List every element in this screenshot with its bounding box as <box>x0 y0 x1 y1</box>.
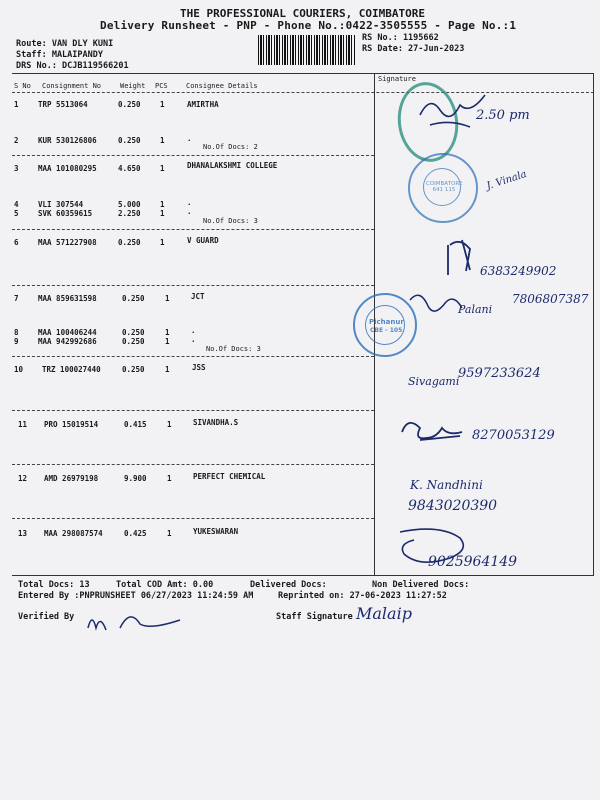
row-consignee: . <box>187 198 192 207</box>
signature-row6 <box>448 240 470 275</box>
route-text: Route: VAN DLY KUNI <box>16 39 114 49</box>
handwritten-phone: 9843020390 <box>408 498 498 514</box>
handwritten-phone: 6383249902 <box>480 264 557 278</box>
docs-count: No.Of Docs: 3 <box>203 217 258 225</box>
runsheet-title: Delivery Runsheet - PNP - Phone No.:0422-3505555 - Page No.:1 <box>100 19 517 32</box>
row-sno: 3 <box>14 164 19 173</box>
row-consignment: VLI 307544 <box>38 200 84 209</box>
row-sno: 11 <box>18 420 28 429</box>
row-consignee: SIVANDHA.S <box>193 418 239 427</box>
drs-number: DRS No.: DCJB119566201 <box>16 61 129 71</box>
row-pcs: 1 <box>165 294 170 303</box>
row-sno: 6 <box>14 238 19 247</box>
signature-verified <box>88 617 180 630</box>
row-pcs: 1 <box>160 200 165 209</box>
total-docs: Total Docs: 13 <box>18 580 90 590</box>
row-consignment: MAA 101080295 <box>38 164 97 173</box>
col-header-weight: Weight <box>120 82 146 90</box>
row-pcs: 1 <box>160 209 165 218</box>
row-consignee: DHANALAKSHMI COLLEGE <box>187 161 278 170</box>
row-consignee: PERFECT CHEMICAL <box>193 472 266 481</box>
row-sno: 13 <box>18 529 28 538</box>
row-consignee: JCT <box>191 292 205 301</box>
row-pcs: 1 <box>160 136 165 145</box>
stamp-text: COIMBATORE 641 115 <box>426 181 463 193</box>
row-pcs: 1 <box>167 420 172 429</box>
row-consignee: V GUARD <box>187 236 219 245</box>
staff-signature-label: Staff Signature <box>276 612 353 622</box>
row-weight: 2.250 <box>118 209 141 218</box>
handwritten-time: 2.50 pm <box>476 108 530 123</box>
docs-count: No.Of Docs: 3 <box>206 345 261 353</box>
row-weight: 0.415 <box>124 420 147 429</box>
row-weight: 0.250 <box>122 337 145 346</box>
reprinted-on: Reprinted on: 27-06-2023 11:27:52 <box>278 591 447 601</box>
row-consignment: SVK 60359615 <box>38 209 93 218</box>
entered-by: Entered By :PNPRUNSHEET 06/27/2023 11:24:59 AM <box>18 591 254 601</box>
row-consignment: AMD 26979198 <box>44 474 99 483</box>
row-sno: 1 <box>14 100 19 109</box>
col-header-signature: Signature <box>378 75 416 83</box>
handwritten-name: K. Nandhini <box>410 478 483 492</box>
row-consignee: . <box>187 207 192 216</box>
row-consignee: . <box>187 134 192 143</box>
handwritten-name: Palani <box>458 303 493 316</box>
delivered-docs: Delivered Docs: <box>250 580 327 590</box>
row-sno: 4 <box>14 200 19 209</box>
company-title: THE PROFESSIONAL COURIERS, COIMBATORE <box>180 7 426 20</box>
total-cod: Total COD Amt: 0.00 <box>116 580 214 590</box>
col-header-consignment: Consignment No <box>42 82 102 90</box>
row-sno: 2 <box>14 136 19 145</box>
rs-number: RS No.: 1195662 <box>362 33 439 43</box>
col-header-pcs: PCS <box>155 82 168 90</box>
row-sno: 12 <box>18 474 28 483</box>
handwritten-phone: 7806807387 <box>512 292 589 306</box>
row-pcs: 1 <box>165 328 170 337</box>
row-weight: 9.900 <box>124 474 147 483</box>
docs-count: No.Of Docs: 2 <box>203 143 258 151</box>
signature-row7 <box>410 295 462 311</box>
row-weight: 0.250 <box>118 136 141 145</box>
handwritten-phone: 9025964149 <box>428 554 518 570</box>
row-pcs: 1 <box>160 164 165 173</box>
row-weight: 0.250 <box>118 100 141 109</box>
row-sno: 9 <box>14 337 19 346</box>
row-consignee: YUKESWARAN <box>193 527 239 536</box>
row-pcs: 1 <box>165 337 170 346</box>
handwritten-name: J. Vinala <box>485 168 529 193</box>
row-sno: 8 <box>14 328 19 337</box>
row-pcs: 1 <box>160 238 165 247</box>
row-sno: 5 <box>14 209 19 218</box>
row-consignment: MAA 942992686 <box>38 337 97 346</box>
row-weight: 0.425 <box>124 529 147 538</box>
verified-by-label: Verified By <box>18 612 75 622</box>
row-consignment: MAA 859631598 <box>38 294 97 303</box>
row-consignee: JSS <box>192 363 206 372</box>
row-sno: 10 <box>14 365 24 374</box>
row-weight: 0.250 <box>118 238 141 247</box>
row-consignment: TRZ 100027440 <box>42 365 101 374</box>
row-consignment: KUR 530126806 <box>38 136 97 145</box>
row-pcs: 1 <box>165 365 170 374</box>
row-consignment: MAA 100406244 <box>38 328 97 337</box>
handwritten-phone: 9597233624 <box>458 366 541 381</box>
row-consignee: . <box>191 326 196 335</box>
col-header-sno: S No <box>14 82 31 90</box>
row-consignment: TRP 5513064 <box>38 100 88 109</box>
row-consignee: AMIRTHA <box>187 100 219 109</box>
row-weight: 5.000 <box>118 200 141 209</box>
row-consignment: MAA 298087574 <box>44 529 103 538</box>
row-pcs: 1 <box>160 100 165 109</box>
handwritten-phone: 8270053129 <box>472 428 555 443</box>
row-consignee: . <box>191 335 196 344</box>
non-delivered-docs: Non Delivered Docs: <box>372 580 470 590</box>
signature-row11 <box>402 423 462 440</box>
col-header-consignee: Consignee Details <box>186 82 258 90</box>
rs-date: RS Date: 27-Jun-2023 <box>362 44 465 54</box>
row-pcs: 1 <box>167 529 172 538</box>
row-weight: 0.250 <box>122 365 145 374</box>
row-consignment: MAA 571227908 <box>38 238 97 247</box>
stamp-text: CBE - 105. <box>370 327 405 334</box>
row-sno: 7 <box>14 294 19 303</box>
row-weight: 0.250 <box>122 328 145 337</box>
row-weight: 0.250 <box>122 294 145 303</box>
staff-text: Staff: MALAIPANDY <box>16 50 103 60</box>
row-consignment: PRO 15019514 <box>44 420 99 429</box>
row-weight: 4.650 <box>118 164 141 173</box>
row-pcs: 1 <box>167 474 172 483</box>
staff-signature: Malaip <box>356 604 412 623</box>
stamp-text: Pichanur <box>369 318 404 326</box>
handwritten-name: Sivagami <box>408 375 460 388</box>
